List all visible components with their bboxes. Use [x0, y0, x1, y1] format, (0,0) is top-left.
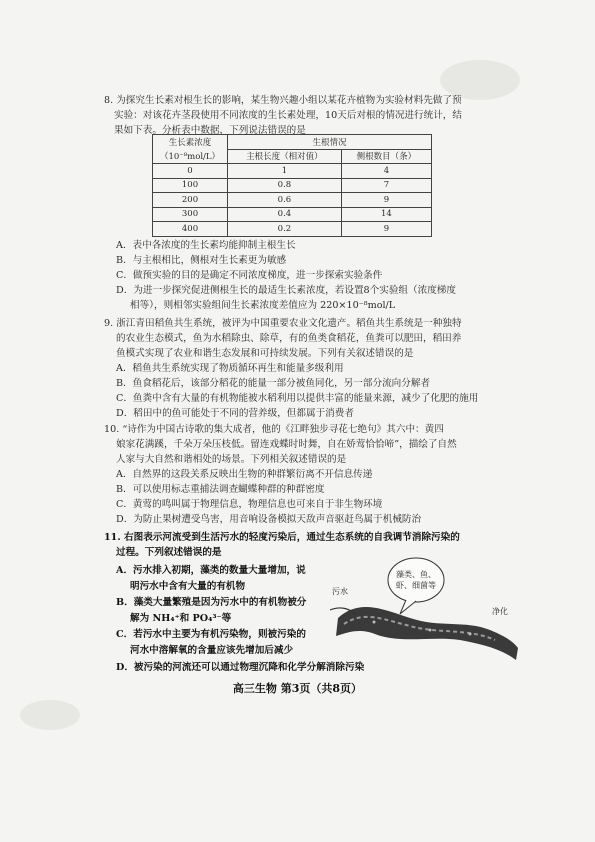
page-footer: 高三生物 第3页（共8页）: [232, 682, 363, 695]
question-stem: 实验：对该花卉茎段使用不同浓度的生长素处理，10天后对根的情况进行统计，结: [114, 110, 462, 121]
speech-bubble-tail: [400, 600, 416, 614]
question-stem: 娘家花满蹊，千朵万朵压枝低。留连戏蝶时时舞，自在娇莺恰恰啼”，描绘了自然: [116, 439, 457, 450]
option-c: C．做预实验的目的是确定不同浓度梯度，进一步探索实验条件: [116, 270, 383, 281]
question-number: 9.: [104, 318, 114, 329]
question-10: [104, 422, 524, 527]
speech-bubble: [388, 558, 444, 602]
option-c: C．鱼粪中含有大量的有机物能被水稻利用以提供丰富的能量来源，减少了化肥的施用: [116, 393, 479, 404]
cell-length: 0.4: [228, 207, 342, 222]
label-pollution: 污水: [332, 587, 348, 596]
question-8: [104, 93, 524, 138]
cell-concentration: 0: [153, 164, 228, 179]
cell-length: 0.2: [228, 222, 342, 237]
cell-count: 7: [341, 178, 431, 193]
water-speck: [469, 633, 472, 636]
option-a: A．表中各浓度的生长素均能抑制主根生长: [116, 240, 296, 251]
table-header-length: 主根长度（相对值）: [228, 149, 342, 164]
table-header-group: 生根情况: [228, 135, 432, 150]
table-header-concentration: 生长素浓度: [153, 135, 228, 150]
cell-length: 0.8: [228, 178, 342, 193]
water-speck: [373, 621, 376, 624]
river-pollution-figure: [330, 548, 520, 668]
table-row: [153, 193, 432, 208]
bubble-text-line2: 虾、细菌等: [396, 581, 436, 590]
table-row: [153, 178, 432, 193]
table-row: [153, 222, 432, 237]
cell-count: 4: [341, 164, 431, 179]
question-stem: 果如下表。分析表中数据，下列说法错误的是: [114, 125, 306, 136]
bubble-text-line1: 藻类、鱼、: [396, 570, 436, 579]
question-stem: 为探究生长素对根生长的影响，某生物兴趣小组以某花卉植物为实验材料先做了预: [116, 95, 462, 106]
question-stem: 人家与大自然和谐相处的场景。下列相关叙述错误的是: [116, 454, 347, 465]
cell-concentration: 300: [153, 207, 228, 222]
option-c: C．若污水中主要为有机污染物，则被污染的: [116, 629, 306, 640]
option-b: B．与主根相比，侧根对生长素更为敏感: [116, 255, 287, 266]
cell-count: 9: [341, 222, 431, 237]
question-number: 10.: [104, 424, 120, 435]
option-a: A．污水排入初期，藻类的数量大量增加，说: [116, 565, 306, 576]
question-stem: 鱼模式实现了农业和谐生态发展和可持续发展。下列有关叙述错误的是: [116, 348, 414, 359]
question-stem: 的农业生态模式，鱼为水稻除虫、除草，有的鱼类食稻花，鱼粪可以肥田，稻田养: [116, 333, 462, 344]
cell-concentration: 100: [153, 178, 228, 193]
option-a-continued: 明污水中含有大量的有机物: [130, 581, 246, 592]
option-d: D．为进一步探究促进侧根生长的最适生长素浓度，若设置8个实验组（浓度梯度: [116, 285, 456, 296]
option-b-continued: 解为 NH₄⁺和 PO₄³⁻等: [130, 613, 232, 624]
label-purify: 净化: [492, 607, 508, 616]
river-body: [336, 607, 518, 660]
option-b: B．藻类大量繁殖是因为污水中的有机物被分: [116, 597, 307, 608]
question-stem: 过程。下列叙述错误的是: [116, 547, 222, 558]
option-b: B．鱼食稻花后，该部分稻花的能量一部分被鱼同化，另一部分流向分解者: [116, 378, 431, 389]
table-header-unit: （10⁻⁸mol/L）: [153, 149, 228, 164]
scan-smudge: [20, 700, 80, 730]
cell-count: 9: [341, 193, 431, 208]
question-stem: 浙江青田稻鱼共生系统，被评为中国重要农业文化遗产。稻鱼共生系统是一种独特: [116, 318, 462, 329]
option-b: B．可以使用标志重捕法调查蝴蝶种群的种群密度: [116, 484, 325, 495]
option-c: C．黄莺的鸣叫属于物理信息，物理信息也可来自于非生物环境: [116, 499, 383, 510]
table-header-count: 侧根数目（条）: [341, 149, 431, 164]
table-row: [153, 164, 432, 179]
question-stem: 右图表示河流受到生活污水的轻度污染后，通过生态系统的自我调节消除污染的: [124, 532, 460, 543]
cell-length: 1: [228, 164, 342, 179]
water-speck: [429, 629, 432, 632]
question-8-options: [116, 238, 526, 313]
option-d: D．为防止果树遭受鸟害，用音响设备模拟天敌声音驱赶鸟属于机械防治: [116, 514, 422, 525]
question-11-options: [116, 563, 344, 659]
question-number: 11.: [104, 532, 121, 543]
question-number: 8.: [104, 95, 114, 106]
question-9: [104, 316, 524, 421]
option-a: A．自然界的这段关系反映出生物的种群繁衍离不开信息传递: [116, 469, 373, 480]
option-a: A．稻鱼共生系统实现了物质循环再生和能量多级利用: [116, 363, 344, 374]
data-table: [152, 134, 432, 237]
question-stem: “诗作为中国古诗歌的集大成者，他的《江畔独步寻花七绝句》其六中：黄四: [122, 424, 444, 435]
option-d-continued: 相等），则相邻实验组间生长素浓度差值应为 220×10⁻⁸mol/L: [130, 300, 396, 311]
option-d: D．稻田中的鱼可能处于不同的营养级，但都属于消费者: [116, 408, 354, 419]
option-d: D．被污染的河流还可以通过物理沉降和化学分解消除污染: [116, 662, 365, 673]
cell-concentration: 200: [153, 193, 228, 208]
cell-count: 14: [341, 207, 431, 222]
option-c-continued: 河水中溶解氧的含量应该先增加后减少: [130, 645, 294, 656]
table-row: [153, 207, 432, 222]
cell-length: 0.6: [228, 193, 342, 208]
cell-concentration: 400: [153, 222, 228, 237]
